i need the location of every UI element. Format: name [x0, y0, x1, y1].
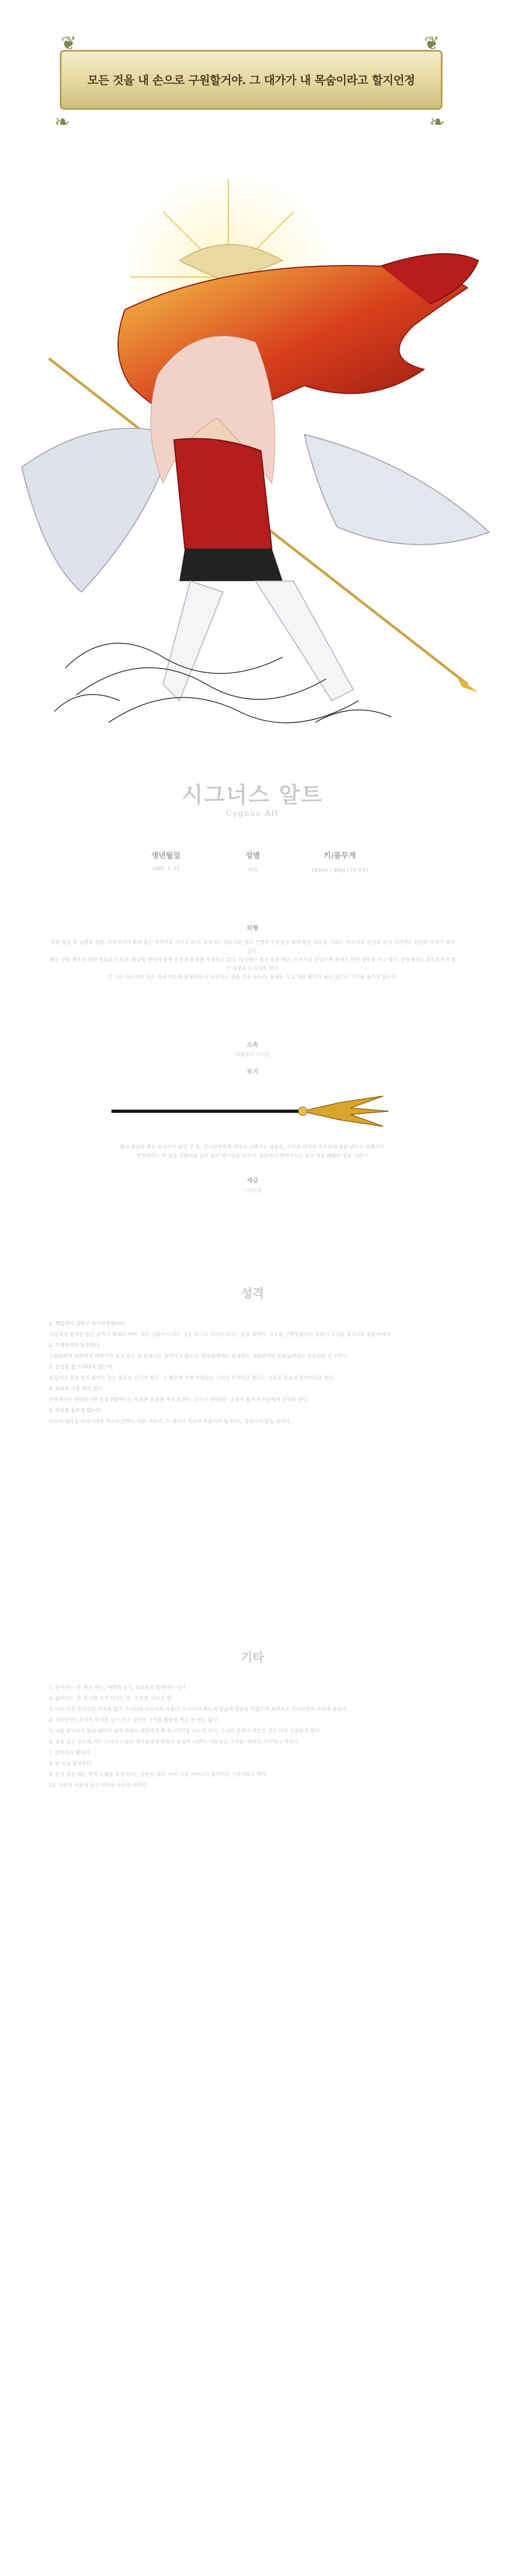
info-gender: 성별 여성: [245, 852, 260, 873]
affiliation-heading: 소속: [246, 1041, 259, 1048]
vine-ornament-icon: ❦: [61, 33, 77, 54]
personality-text: 1. 책임감이 강하고 자기희생적이다. 자신에게 맡겨진 일은 끝까지 해내려 하며, 다른 사람이 다치는 것을 보느니 자신이 다치는 편을 택한다. 모두를 구원하겠다는 신념이 그녀를 움직이는 원동력이다. 2. 다정하지만 단호하다. 사람들에게 따뜻하게 대하지만 옳지 않은 일 앞에서는 물러서지 않는다. 부하들에게는 존경받는 지휘관이며 동료들에게는 믿음직한 친구이다. 3. 감정을 잘 드러내지 않는다. 힘들거나 슬픈 일이 있어도 웃는 얼굴로 넘기려 한다. 그 때문에 주변 사람들은 그녀가 무리하고 있다는 사실을 뒤늦게 알아차리곤 한다. 4. 의외로 서툰 면이 있다. 전장에서는 완벽하지만 일상생활에서는 어설픈 모습을 자주 보인다. 요리나 정리에는 소질이 없어 부하들에게 걱정을 산다. 5. 자신을 돌보지 않는다. 타인의 행복을 위해서라면 자신의 안위는 뒤로 미룬다. 그 대가가 자신의 목숨이라 할지라도 망설이지 않을 것이다.: [49, 1321, 392, 1425]
weapon-text: 황금 창날과 붉은 장식끈이 달린 긴 창. 기사단장에게 대대로 전해지는 성물로, 주인의 의지에 반응하여 빛을 낸다고 전해진다. 전장에서는 이 창을 깃발처럼 높이 들어 병사들을 이끈다. 창끝에서 뻗어나오는 빛은 적을 꿰뚫는 힘을 지녔다.: [120, 1145, 386, 1159]
spear-weapon-image: [111, 1092, 394, 1130]
appearance-text: 탁한 빛을 띈 금발의 장발, 가장자리가 붉게 물든 앞머리를 가지고 있다. 눈동자는 하늘처럼 맑고 선명한 푸른빛을 띄며 밝은 피부를 지녔다. 부드러운 인상과 달리 시선에는 단단한 의지가 담겨 있다. 붉은 군복 재킷과 하얀 망토를 두르고, 황금빛 장식이 달린 견장과 휘장을 착용하고 있다. 허리에는 검은 띠를 매고 긴 부츠를 신었으며 손에는 하얀 장갑을 끼고 있다. 전장에서도 흐트러지지 않는 복장을 유지하려 한다. 큰 키는 아니지만 곧은 자세 덕분에 실제보다 커 보인다는 말을 자주 듣는다. 몸에는 크고 작은 흉터가 남아 있으나 그것을 숨기지 않는다.: [49, 940, 456, 980]
banner-quote: 모든 것을 내 손으로 구원할거야. 그 대가가 내 목숨이라고 할지언정: [87, 73, 415, 87]
etc-text: 1. 좋아하는 것: 맑은 하늘, 새벽의 공기, 동료들과 함께하는 식사 2. 싫어하는 것: 무고한 이가 다치는 것, 거짓말, 어두운 밤 3. 어린 시절 전쟁으로 가족을 잃고 기사단에 거두어져 자랐다. 누구보다 빠르게 검술과 창술을 익혔으며 최연소로 기사단장의 자리에 올랐다. 4. 기사단장으로서의 무게를 늘 느끼고 있지만 그것을 불평한 적은 한 번도 없다. 5. 새를 좋아하여 틈날 때마다 성벽 위에서 새들에게 빵 부스러기를 나누어 준다. 그녀의 문장이 백조인 것도 이와 무관하지 않다. 6. 창을 들고 선두에 서는 그녀의 모습은 병사들에게 희망의 상징이 되었다. 사람들은 그녀를 '새벽의 기사'라고 부른다. 7. 잠버릇이 험하다. 8. 단 것을 좋아한다. 9. 혼자 있을 때는 작게 노래를 흥얼거리는 습관이 있다. 어린 시절 어머니가 불러주던 자장가라고 한다. 10. 자신의 이름에 담긴 의미를 소중히 여긴다.: [49, 1685, 348, 1788]
character-name: 시그너스 알트: [182, 782, 323, 808]
weapon-heading: 무기: [246, 1068, 259, 1075]
profile-info-table: [125, 850, 381, 873]
info-height-weight: 키/몸무게 163cm / 48kg / (추정치): [311, 852, 368, 873]
appearance-heading: 외형: [246, 924, 259, 931]
vine-ornament-icon: ❧: [429, 111, 445, 133]
character-illustration: [0, 179, 505, 755]
rank-value: 기사단장: [243, 1188, 262, 1194]
character-name-en: Cygnus Alt: [226, 809, 279, 818]
affiliation-value: 에렐리아 기사단: [235, 1053, 270, 1058]
quote-banner: [60, 50, 442, 110]
rank-heading: 계급: [246, 1177, 259, 1184]
etc-heading: 기타: [241, 1651, 264, 1665]
vine-ornament-icon: ❧: [54, 111, 70, 133]
info-birthday: 생년월일 1995. 1. 31: [151, 852, 181, 872]
vine-ornament-icon: ❦: [424, 33, 440, 54]
personality-heading: 성격: [241, 1287, 264, 1301]
